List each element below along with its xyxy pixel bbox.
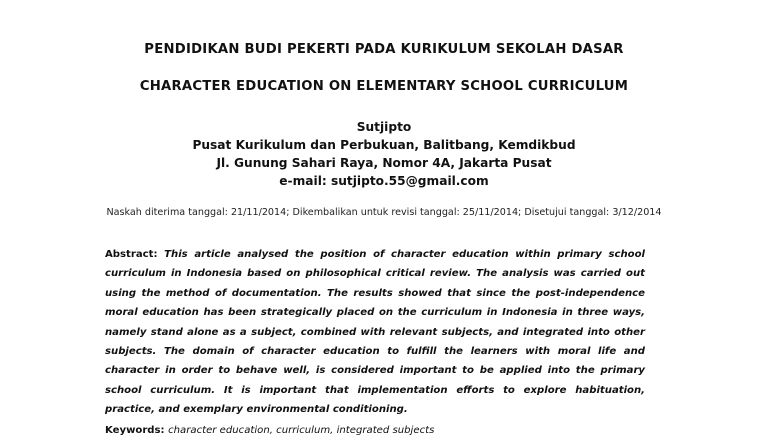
abstract-text: This article analysed the position of character education within primary school curriculum in Indonesia based on philosophical critical review. The analysis was carried out using the method of documentation. The results showed that since the post-independence moral education has been strategically placed on the curriculum in Indonesia in three ways, namely stand alone as a subject, combined with relevant subjects, and integrated into other subjects. The domain of character education to fulfill the learners with moral life and character in order to behave well, is considered important to be applied into the primary school curriculum. It is important that implementation efforts to explore habituation, practice, and exemplary environmental conditioning. <box>105 249 645 416</box>
author-block <box>0 118 768 190</box>
abstract-label: Abstract <box>105 249 154 260</box>
keywords-label: Keywords <box>105 425 161 436</box>
author-address: Jl. Gunung Sahari Raya, Nomor 4A, Jakarta Pusat <box>216 156 552 170</box>
keywords <box>105 421 645 440</box>
author-name: Sutjipto <box>356 120 412 134</box>
paper-title-indonesian: PENDIDIKAN BUDI PEKERTI PADA KURIKULUM SEKOLAH DASAR <box>144 42 624 57</box>
keywords-separator: : <box>160 425 169 436</box>
submission-dates: Naskah diterima tanggal: 21/11/2014; Dikembalikan untuk revisi tanggal: 25/11/2014; Disetujui tanggal: 3/12/2014 <box>106 207 662 218</box>
paper-title-english: CHARACTER EDUCATION ON ELEMENTARY SCHOOL CURRICULUM <box>139 79 629 94</box>
abstract-separator: : <box>153 249 165 260</box>
abstract <box>105 245 645 420</box>
keywords-text: character education, curriculum, integrated subjects <box>168 425 435 436</box>
author-email[interactable]: e-mail: sutjipto.55@gmail.com <box>279 174 489 188</box>
author-institution: Pusat Kurikulum dan Perbukuan, Balitbang, Kemdikbud <box>192 138 576 152</box>
